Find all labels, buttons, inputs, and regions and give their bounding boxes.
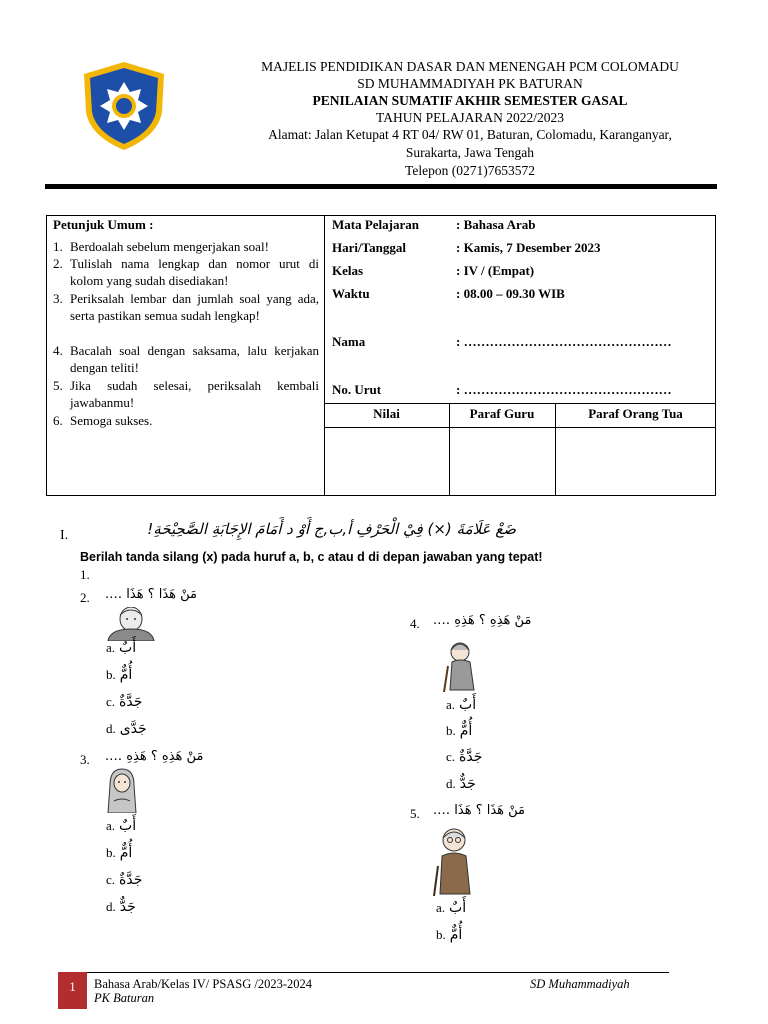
class-value: : IV / (Empat) bbox=[456, 263, 535, 278]
q4-option-a[interactable]: a. أَبٌ bbox=[446, 697, 477, 713]
number-field[interactable]: : ………………………………………… bbox=[456, 382, 672, 397]
header-phone: Telepon (0271)7653572 bbox=[405, 163, 535, 178]
grandfather-cane-image bbox=[430, 826, 484, 896]
number-label: No. Urut bbox=[332, 382, 382, 397]
class-label: Kelas bbox=[332, 263, 364, 278]
question-3-number: 3. bbox=[80, 752, 90, 767]
question-5-number: 5. bbox=[410, 806, 420, 821]
time-value: : 08.00 – 09.30 WIB bbox=[456, 286, 565, 301]
instructions-title: Petunjuk Umum : bbox=[53, 217, 154, 232]
name-field[interactable]: : ………………………………………… bbox=[456, 334, 672, 349]
parent-sign-header: Paraf Orang Tua bbox=[588, 406, 683, 421]
section-number: I. bbox=[60, 528, 69, 543]
table-divider bbox=[324, 215, 325, 496]
q4-option-d[interactable]: d. جَدٌّ bbox=[446, 776, 476, 792]
footer-school: SD Muhammadiyah bbox=[530, 977, 630, 991]
page-number: 1 bbox=[58, 972, 87, 1009]
grandmother-image bbox=[102, 767, 156, 813]
q3-option-a[interactable]: a. أَبٌ bbox=[106, 818, 137, 834]
q3-option-c[interactable]: c. جَدَّةٌ bbox=[106, 872, 143, 888]
header-school: SD MUHAMMADIYAH PK BATURAN bbox=[357, 76, 583, 91]
q2-option-d[interactable]: d. جَدَّى bbox=[106, 721, 147, 737]
section-instruction: Berilah tanda silang (x) pada huruf a, b, c atau d di depan jawaban yang tepat! bbox=[80, 550, 543, 564]
instruction-item: 2. Tulislah nama lengkap dan nomor urut di kolom yang sudah disediakan! bbox=[53, 256, 319, 288]
subject-label: Mata Pelajaran bbox=[332, 217, 420, 232]
question-1-number: 1. bbox=[80, 567, 90, 582]
date-label: Hari/Tanggal bbox=[332, 240, 406, 255]
instruction-item: 6. Semoga sukses. bbox=[53, 413, 153, 428]
question-2-text: مَنْ هَذَا ؟ هَذَا …. bbox=[105, 587, 198, 602]
score-header: Nilai bbox=[373, 406, 400, 421]
header-divider bbox=[45, 184, 717, 189]
name-label: Nama bbox=[332, 334, 366, 349]
q5-option-a[interactable]: a. أَبٌ bbox=[436, 900, 467, 916]
header-address: Alamat: Jalan Ketupat 4 RT 04/ RW 01, Baturan, Colomadu, Karanganyar, bbox=[268, 127, 672, 142]
footer-school-line2: PK Baturan bbox=[94, 991, 155, 1005]
question-4-number: 4. bbox=[410, 616, 420, 631]
header-city: Surakarta, Jawa Tengah bbox=[405, 145, 535, 160]
instruction-item: 3. Periksalah lembar dan jumlah soal yang ada, serta pastikan semua sudah lengkap! bbox=[53, 291, 319, 323]
q4-option-b[interactable]: b. أُمٌّ bbox=[446, 723, 473, 739]
header-exam-title: PENILAIAN SUMATIF AKHIR SEMESTER GASAL bbox=[312, 93, 628, 108]
q4-option-c[interactable]: c. جَدَّةٌ bbox=[446, 749, 483, 765]
time-label: Waktu bbox=[332, 286, 370, 301]
q3-option-b[interactable]: b. أُمٌّ bbox=[106, 845, 133, 861]
footer-subject: Bahasa Arab/Kelas IV/ PSASG /2023-2024 bbox=[94, 977, 313, 991]
q5-option-b[interactable]: b. أُمٌّ bbox=[436, 927, 463, 943]
question-5-text: مَنْ هَذَا ؟ هَذَا …. bbox=[433, 803, 526, 818]
q2-option-c[interactable]: c. جَدَّةٌ bbox=[106, 694, 143, 710]
arabic-instruction: ضَعْ عَلَامَةَ (×) فِيْ الْحَرْفِ أ,ب,ج أَوْ د أَمَامَ الإِجَابَةِ الصَّحِيْحَةِ! bbox=[147, 520, 516, 538]
header-org: MAJELIS PENDIDIKAN DASAR DAN MENENGAH PCM COLOMADU bbox=[261, 59, 679, 74]
question-3-text: مَنْ هَذِهِ ؟ هَذِهِ …. bbox=[105, 749, 204, 764]
question-4-text: مَنْ هَذِهِ ؟ هَذِهِ …. bbox=[433, 613, 532, 628]
subject-value: : Bahasa Arab bbox=[456, 217, 536, 232]
grandmother-cane-image bbox=[440, 640, 486, 692]
q2-option-a[interactable]: a. أَبٌ bbox=[106, 640, 137, 656]
question-2-number: 2. bbox=[80, 590, 90, 605]
school-logo bbox=[78, 60, 170, 152]
q2-option-b[interactable]: b. أُمٌّ bbox=[106, 667, 133, 683]
footer-divider bbox=[87, 972, 669, 973]
header-year: TAHUN PELAJARAN 2022/2023 bbox=[376, 110, 564, 125]
instruction-item: 5. Jika sudah selesai, periksalah kembali jawabanmu! bbox=[53, 378, 319, 410]
instruction-item: 1. Berdoalah sebelum mengerjakan soal! bbox=[53, 239, 269, 254]
date-value: : Kamis, 7 Desember 2023 bbox=[456, 240, 601, 255]
q3-option-d[interactable]: d. جَدٌّ bbox=[106, 899, 136, 915]
instruction-item: 4. Bacalah soal dengan saksama, lalu kerjakan dengan teliti! bbox=[53, 343, 319, 375]
teacher-sign-header: Paraf Guru bbox=[469, 406, 535, 421]
